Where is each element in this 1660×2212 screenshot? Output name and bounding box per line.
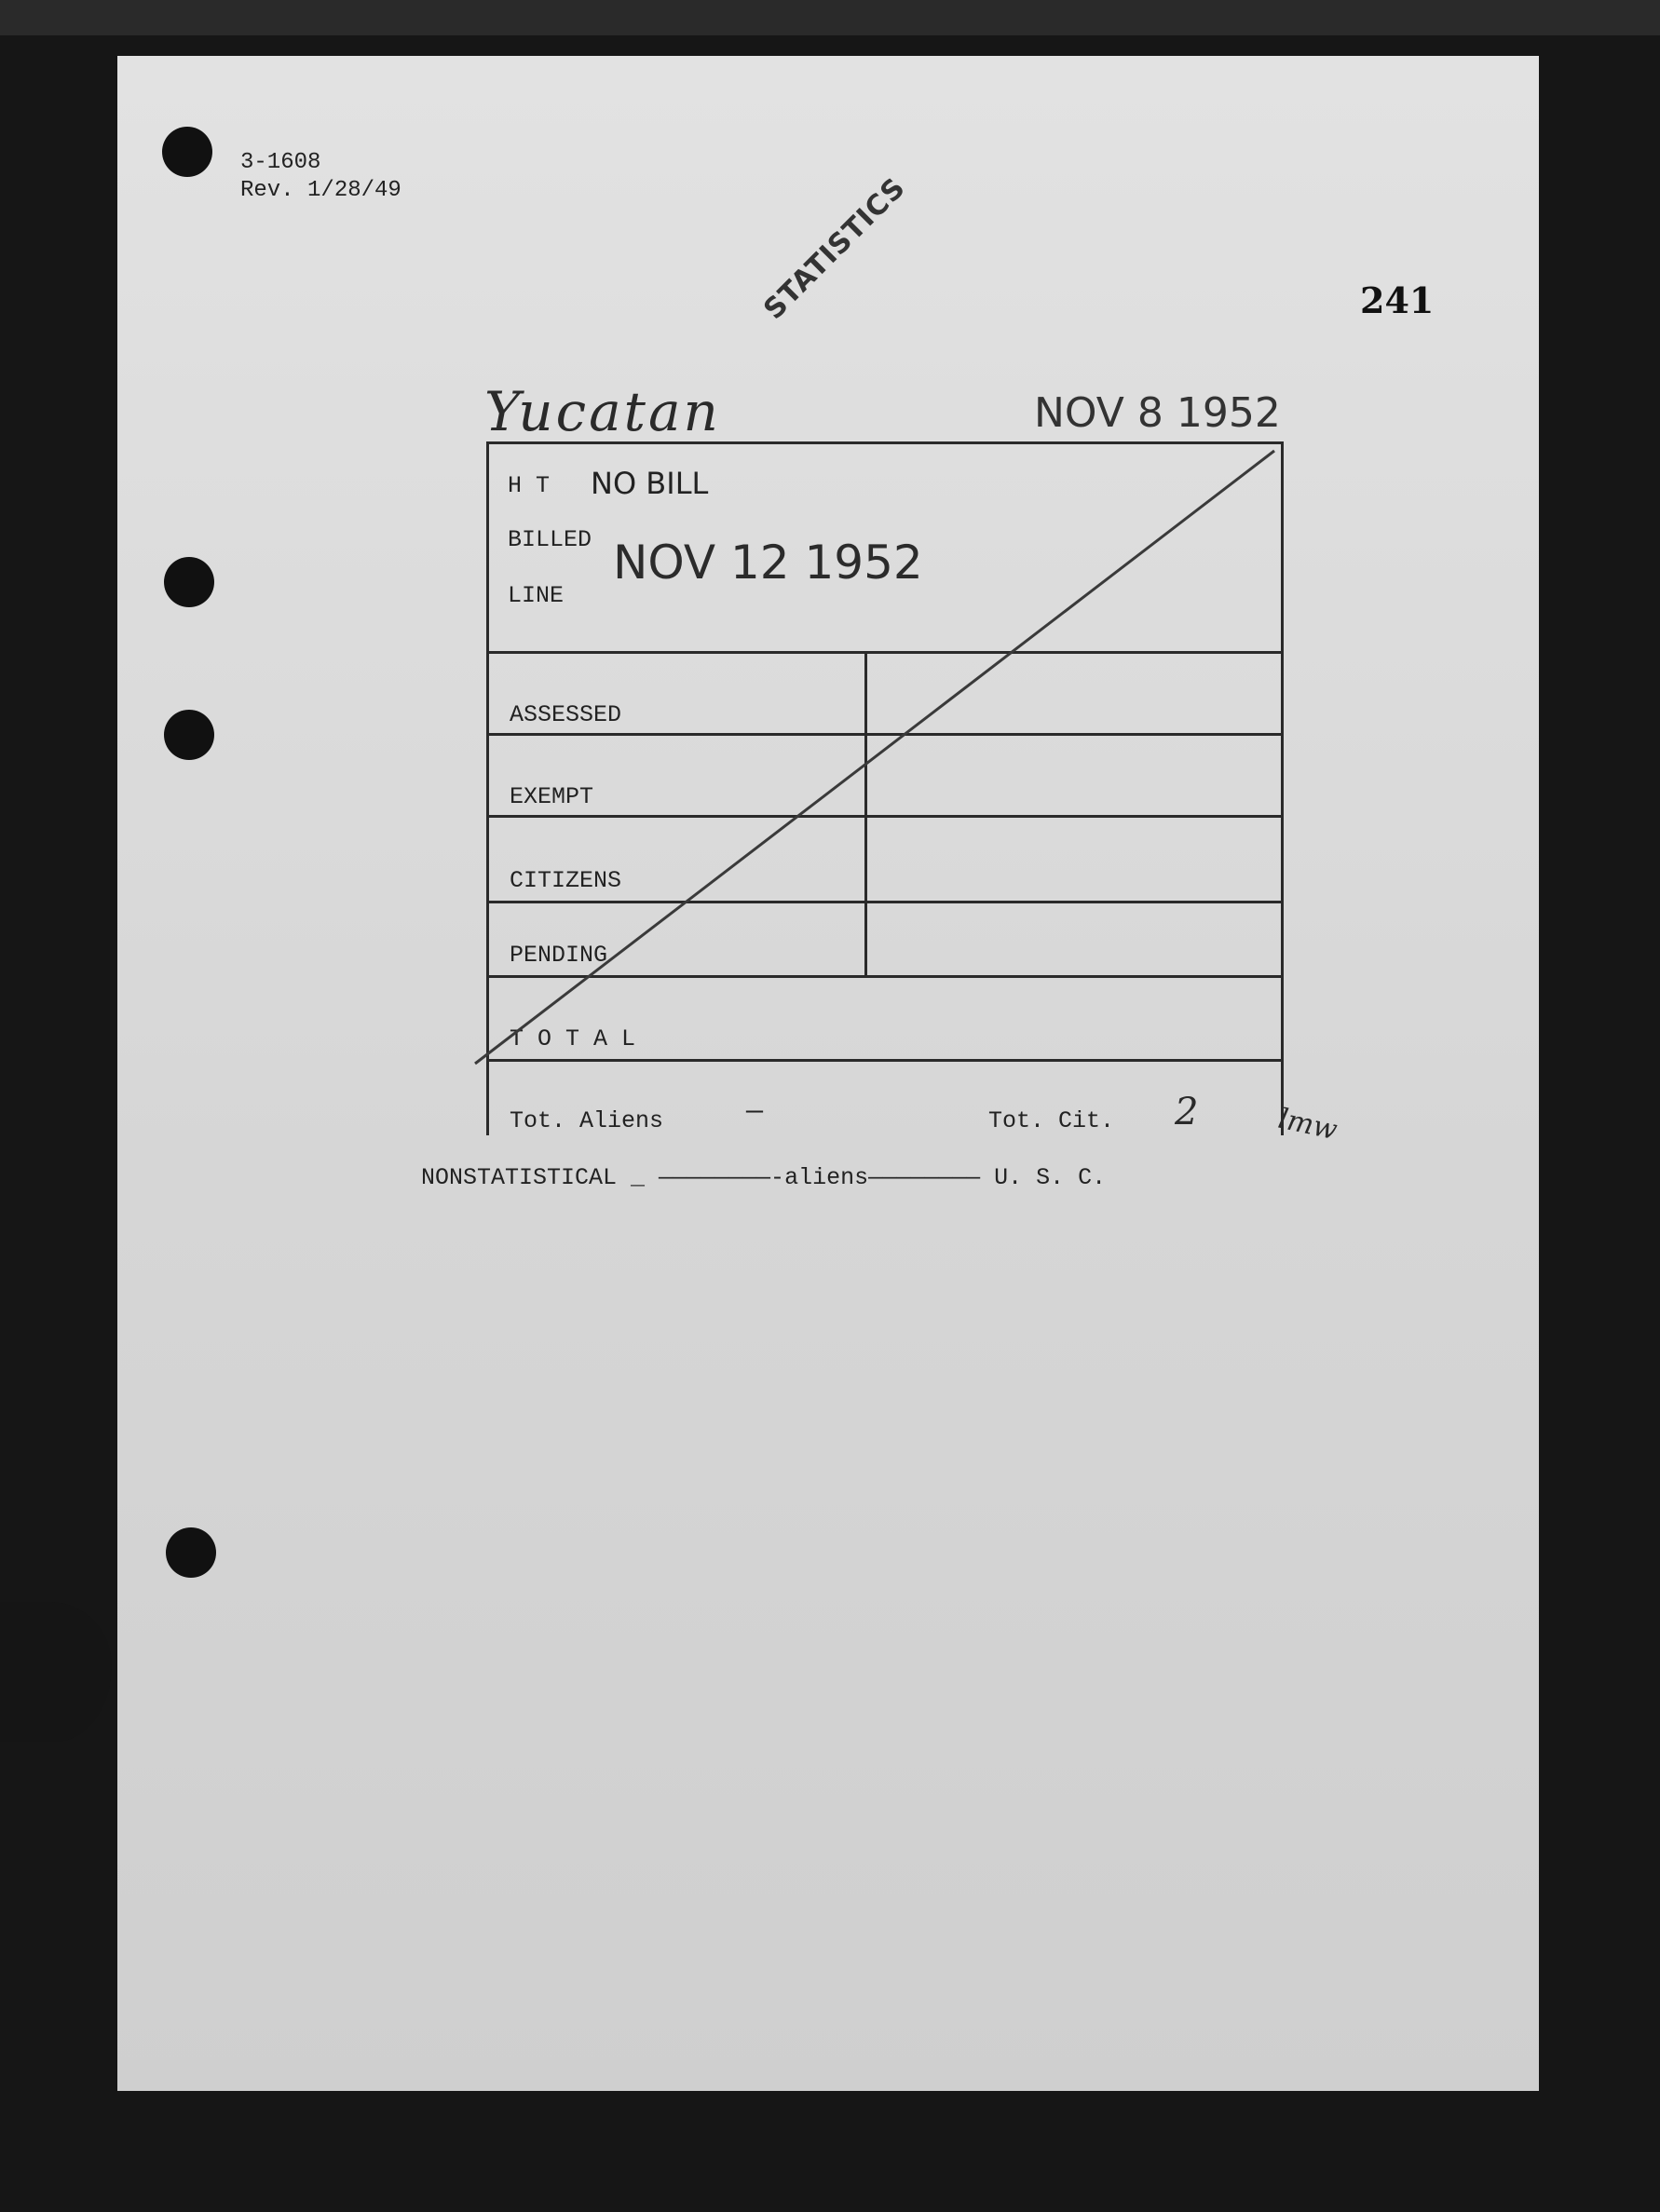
total-citizens-label: Tot. Cit. [988,1107,1115,1134]
billed-label: BILLED [508,526,592,553]
assessed-label: ASSESSED [510,701,622,728]
vessel-name-handwritten: Yucatan [484,380,721,443]
form-revision: Rev. 1/28/49 [240,178,401,203]
initials-handwritten: lmw [1275,1102,1340,1147]
form-number: 3-1608 [240,150,321,175]
exempt-label: EXEMPT [510,783,594,810]
page-number: 241 [1360,279,1435,321]
total-citizens-value: 2 [1175,1091,1199,1133]
billed-date-stamp: NOV 12 1952 [613,536,923,590]
pending-label: PENDING [510,942,608,969]
total-aliens-label: Tot. Aliens [510,1107,664,1134]
line-label: LINE [508,582,565,609]
total-aliens-value: — [746,1096,764,1128]
nonstatistical-line: NONSTATISTICAL _ ————————-aliens———————— U. S. C. [421,1164,1107,1191]
received-date-stamp: NOV 8 1952 [1034,389,1281,437]
ht-label: H T [508,472,551,499]
total-label: T O T A L [510,1025,636,1052]
citizens-label: CITIZENS [510,867,622,894]
no-bill-stamp: NO BILL [591,466,709,501]
statistics-stamp: STATISTICS [757,171,913,326]
